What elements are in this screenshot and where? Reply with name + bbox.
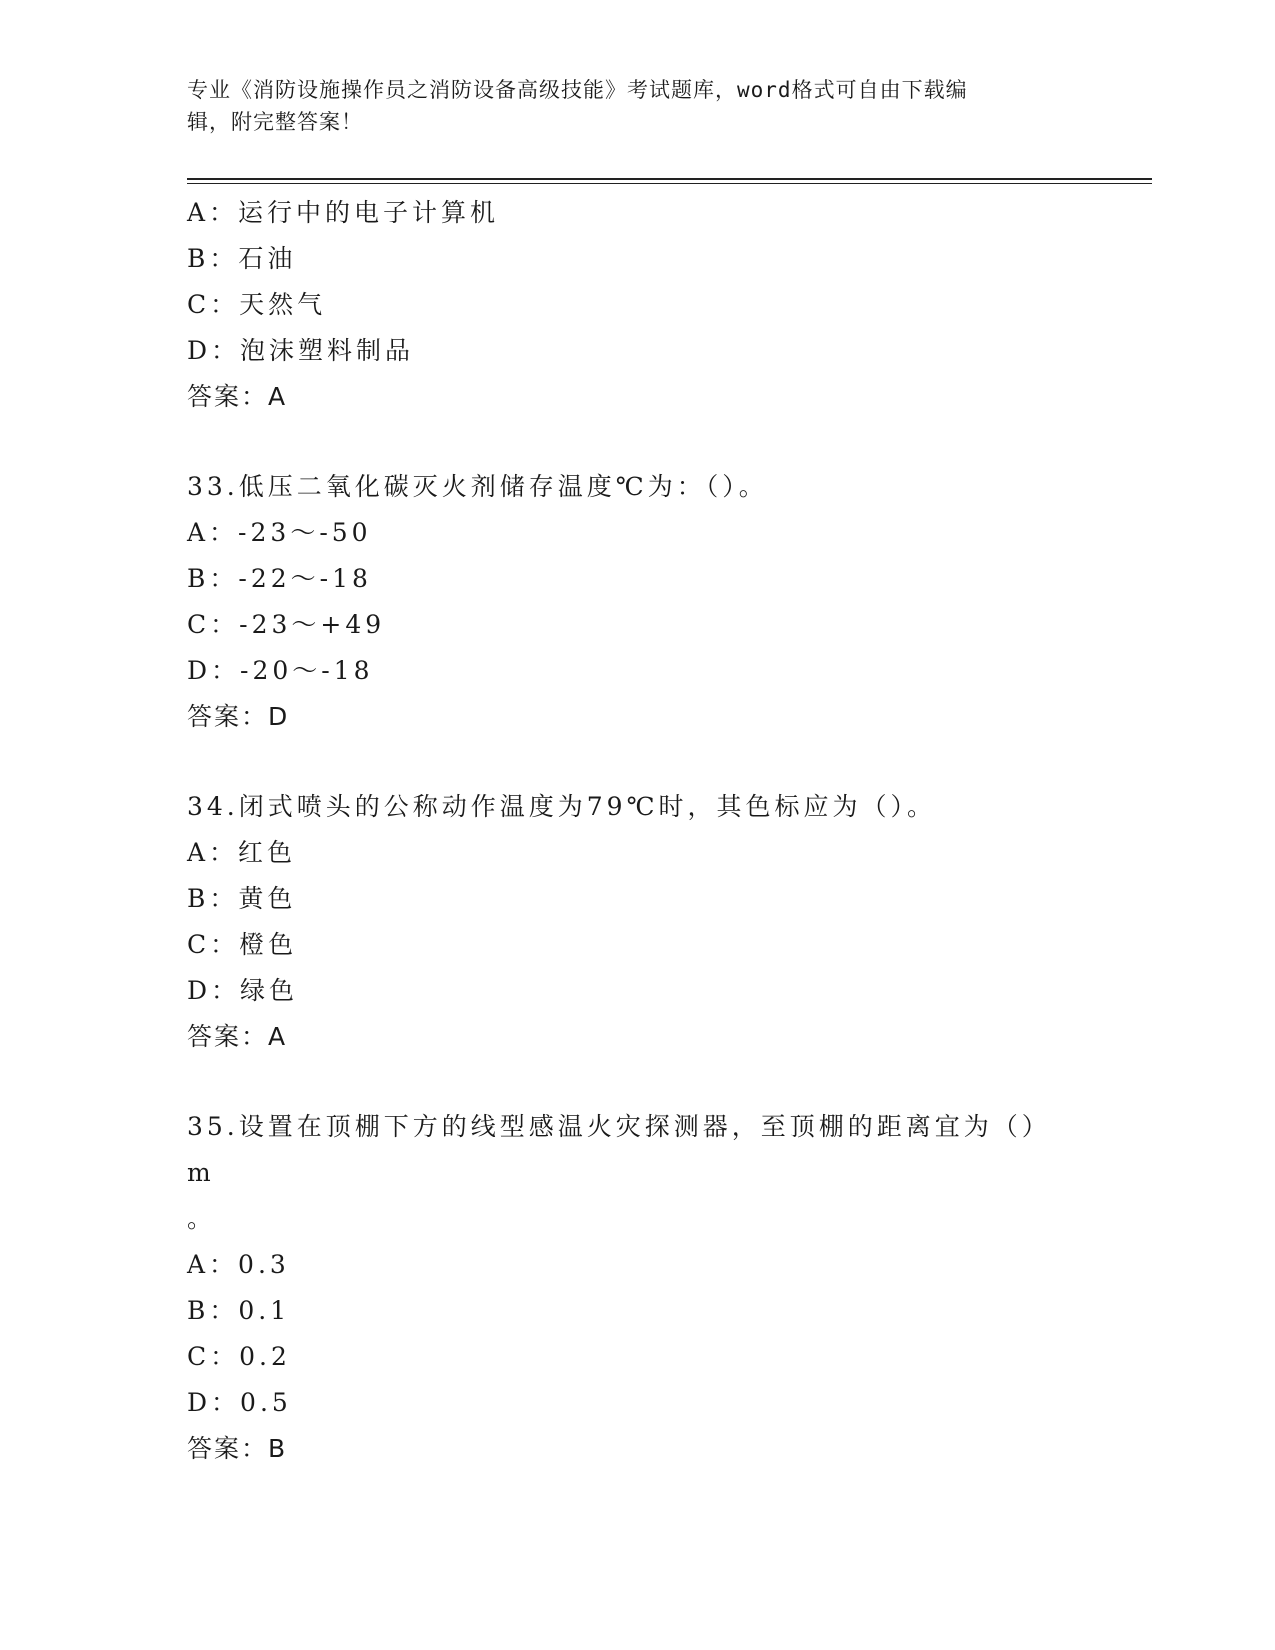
answer-line: 答案：D bbox=[187, 702, 290, 731]
header-line-1: 专业《消防设施操作员之消防设备高级技能》考试题库，word格式可自由下载编 bbox=[187, 78, 968, 102]
option-c: C：橙色 bbox=[187, 930, 298, 959]
question-35 bbox=[187, 1104, 1087, 1472]
option-b: B：黄色 bbox=[187, 884, 297, 913]
question-stem: 34.闭式喷头的公称动作温度为79℃时，其色标应为（）。 bbox=[187, 792, 937, 821]
question-stem: 33.低压二氧化碳灭火剂储存温度℃为：（）。 bbox=[187, 472, 768, 501]
option-d: D：-20～-18 bbox=[187, 656, 374, 685]
spacer bbox=[187, 740, 1087, 784]
option-b: B：石油 bbox=[187, 244, 297, 273]
option-b: B：0.1 bbox=[187, 1296, 291, 1325]
header-divider-thin bbox=[187, 183, 1152, 184]
header-divider-thick bbox=[187, 178, 1152, 180]
header-line-2: 辑，附完整答案！ bbox=[187, 110, 363, 134]
question-stem-continuation: 。 bbox=[187, 1204, 217, 1233]
answer-line: 答案：B bbox=[187, 1434, 288, 1463]
option-a: A：红色 bbox=[187, 838, 297, 867]
option-c: C：-23～+49 bbox=[187, 610, 386, 639]
question-stem: 35.设置在顶棚下方的线型感温火灾探测器，至顶棚的距离宜为（）m bbox=[187, 1112, 1051, 1187]
spacer bbox=[187, 1060, 1087, 1104]
document-header bbox=[187, 74, 1067, 138]
question-34 bbox=[187, 784, 1087, 1060]
option-a: A：0.3 bbox=[187, 1250, 290, 1279]
spacer bbox=[187, 420, 1087, 464]
option-a: A：运行中的电子计算机 bbox=[187, 198, 500, 227]
answer-line: 答案：A bbox=[187, 1022, 288, 1051]
question-list bbox=[187, 190, 1087, 1472]
option-d: D：泡沫塑料制品 bbox=[187, 336, 415, 365]
question-32-continued bbox=[187, 190, 1087, 420]
option-c: C：0.2 bbox=[187, 1342, 291, 1371]
option-d: D：0.5 bbox=[187, 1388, 292, 1417]
question-33 bbox=[187, 464, 1087, 740]
option-d: D：绿色 bbox=[187, 976, 299, 1005]
option-b: B：-22～-18 bbox=[187, 564, 372, 593]
option-a: A：-23～-50 bbox=[187, 518, 372, 547]
answer-line: 答案：A bbox=[187, 382, 288, 411]
option-c: C：天然气 bbox=[187, 290, 327, 319]
